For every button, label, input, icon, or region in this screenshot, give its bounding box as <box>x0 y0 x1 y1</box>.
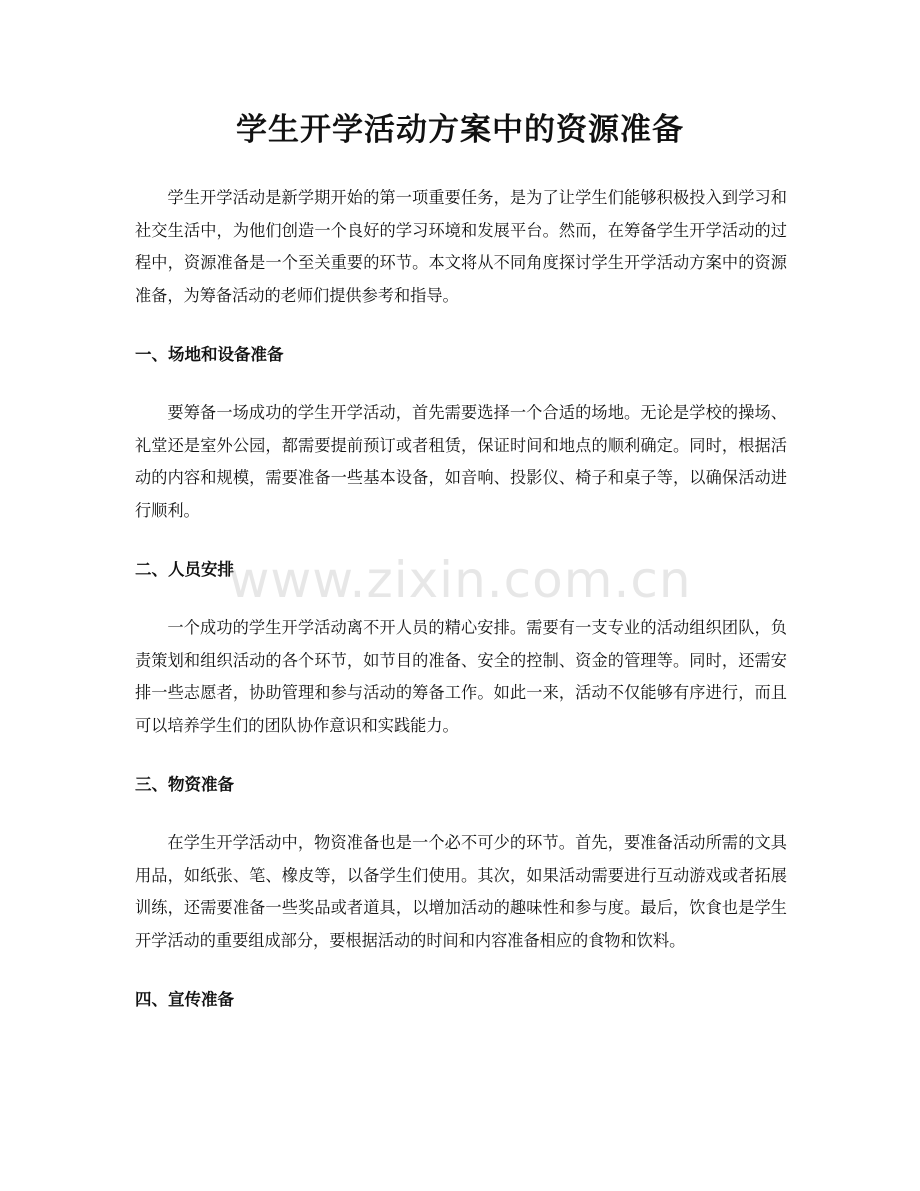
section-supplies <box>135 770 787 957</box>
section-publicity <box>135 985 787 1015</box>
section-staffing <box>135 555 787 742</box>
section-venue-equipment <box>135 340 787 527</box>
section-heading: 二、人员安排 <box>135 560 234 579</box>
section-paragraph: 一个成功的学生开学活动离不开人员的精心安排。需要有一支专业的活动组织团队，负责策划和组织活动的各个环节，如节目的准备、安全的控制、资金的管理等。同时，还需安排一些志愿者，协助管理和参与活动的筹备工作。如此一来，活动不仅能够有序进行，而且可以培养学生们的团队协作意识和实践能力。 <box>135 618 787 735</box>
document-title: 学生开学活动方案中的资源准备 <box>236 112 684 148</box>
section-heading: 三、物资准备 <box>135 775 234 794</box>
document-body <box>135 182 787 1015</box>
section-heading: 四、宣传准备 <box>135 990 234 1009</box>
section-paragraph: 要筹备一场成功的学生开学活动，首先需要选择一个合适的场地。无论是学校的操场、礼堂还是室外公园，都需要提前预订或者租赁，保证时间和地点的顺利确定。同时，根据活动的内容和规模，需要准备一些基本设备，如音响、投影仪、椅子和桌子等，以确保活动进行顺利。 <box>135 403 787 520</box>
section-paragraph: 在学生开学活动中，物资准备也是一个必不可少的环节。首先，要准备活动所需的文具用品，如纸张、笔、橡皮等，以备学生们使用。其次，如果活动需要进行互动游戏或者拓展训练，还需要准备一些奖品或者道具，以增加活动的趣味性和参与度。最后，饮食也是学生开学活动的重要组成部分，要根据活动的时间和内容准备相应的食物和饮料。 <box>135 833 787 950</box>
watermark: www.zixin.com.cn <box>228 551 692 609</box>
section-heading: 一、场地和设备准备 <box>135 345 284 364</box>
intro-paragraph: 学生开学活动是新学期开始的第一项重要任务，是为了让学生们能够积极投入到学习和社交生活中，为他们创造一个良好的学习环境和发展平台。然而，在筹备学生开学活动的过程中，资源准备是一个至关重要的环节。本文将从不同角度探讨学生开学活动方案中的资源准备，为筹备活动的老师们提供参考和指导。 <box>135 188 787 305</box>
